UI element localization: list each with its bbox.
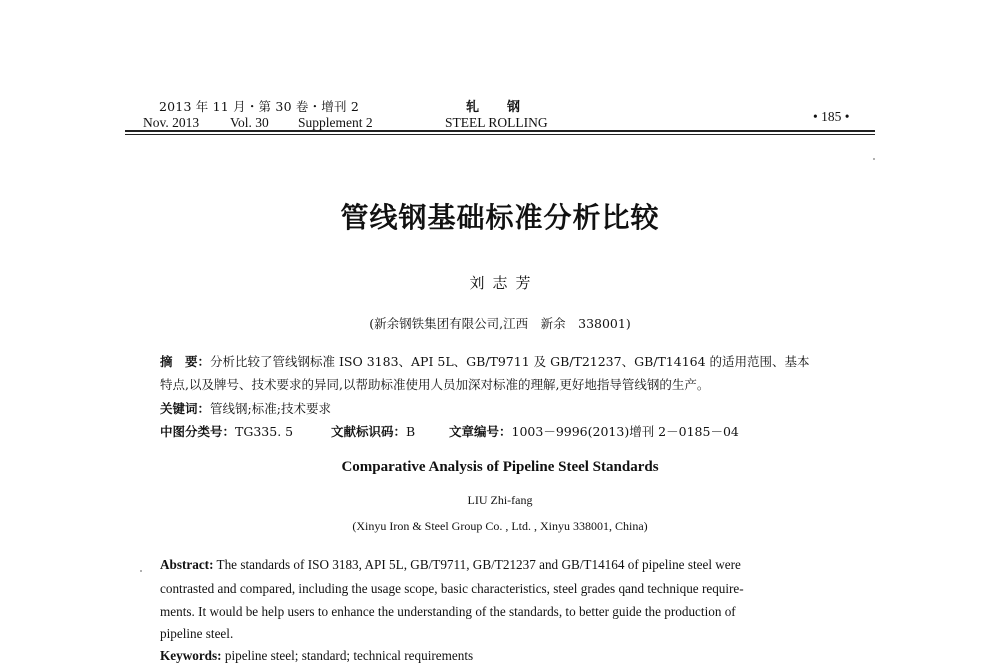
header-volume-en: Vol. 30: [230, 115, 269, 130]
classification-line: [160, 422, 293, 440]
header-journal-en: STEEL ROLLING: [445, 115, 548, 130]
doc-code-value: B: [406, 424, 416, 439]
affiliation-cn: (新余钢铁集团有限公司,江西 新余 338001): [369, 316, 631, 331]
affiliation-en: (Xinyu Iron & Steel Group Co. , Ltd. , Xinyu 338001, China): [352, 519, 648, 533]
abstract-en-line-2: contrasted and compared, including the usage scope, basic characteristics, steel grades qand technique require-: [160, 581, 744, 596]
scan-speck: [140, 570, 142, 572]
author-en: LIU Zhi-fang: [467, 493, 533, 507]
doc-code-label: 文献标识码：: [331, 424, 407, 439]
header-issue-cn: 2013 年 11 月・第 30 卷・增刊 2: [159, 99, 360, 114]
doc-code-line: [331, 422, 415, 440]
abstract-en-line-1: [160, 557, 741, 573]
article-title-en: Comparative Analysis of Pipeline Steel Standards: [341, 459, 659, 475]
article-number-value: 1003－9996(2013)增刊 2－0185－04: [511, 424, 739, 439]
article-title-cn: 管线钢基础标准分析比较: [340, 201, 660, 234]
abstract-en-line-3: ments. It would be help users to enhance the understanding of the standards, to better guide the production of: [160, 604, 736, 619]
keywords-cn-line: [160, 399, 331, 417]
scan-speck: [873, 158, 875, 160]
abstract-en-line-4: pipeline steel.: [160, 626, 234, 641]
abstract-cn-text-1: 分析比较了管线钢标准 ISO 3183、API 5L、GB/T9711 及 GB/T21237、GB/T14164 的适用范围、基本: [210, 354, 810, 369]
header-rule-thin: [125, 134, 875, 135]
header-journal-cn: 轧钢: [466, 100, 549, 115]
header-month-en: Nov. 2013: [143, 115, 200, 130]
article-number-line: [449, 422, 739, 440]
abstract-cn-label: 摘 要：: [160, 354, 211, 369]
article-number-label: 文章编号：: [449, 424, 512, 439]
clc-value: TG335. 5: [235, 424, 294, 439]
keywords-cn-label: 关键词：: [160, 401, 211, 416]
keywords-en-text: pipeline steel; standard; technical requirements: [224, 648, 474, 663]
abstract-en-label: Abstract:: [160, 557, 214, 572]
header-rule: [125, 130, 875, 132]
keywords-en-label: Keywords:: [160, 648, 222, 663]
abstract-cn-line-1: [160, 352, 810, 370]
header-supplement-en: Supplement 2: [298, 115, 373, 130]
keywords-en-line: [160, 648, 473, 664]
keywords-cn-text: 管线钢;标准;技术要求: [210, 401, 331, 416]
header-page-number: • 185 •: [813, 109, 850, 124]
abstract-en-text-1: The standards of ISO 3183, API 5L, GB/T9711, GB/T21237 and GB/T14164 of pipeline steel were: [216, 557, 741, 572]
clc-label: 中图分类号：: [160, 424, 236, 439]
abstract-cn-line-2: 特点,以及牌号、技术要求的异同,以帮助标准使用人员加深对标准的理解,更好地指导管线钢的生产。: [160, 377, 710, 392]
author-cn: 刘志芳: [469, 274, 539, 292]
